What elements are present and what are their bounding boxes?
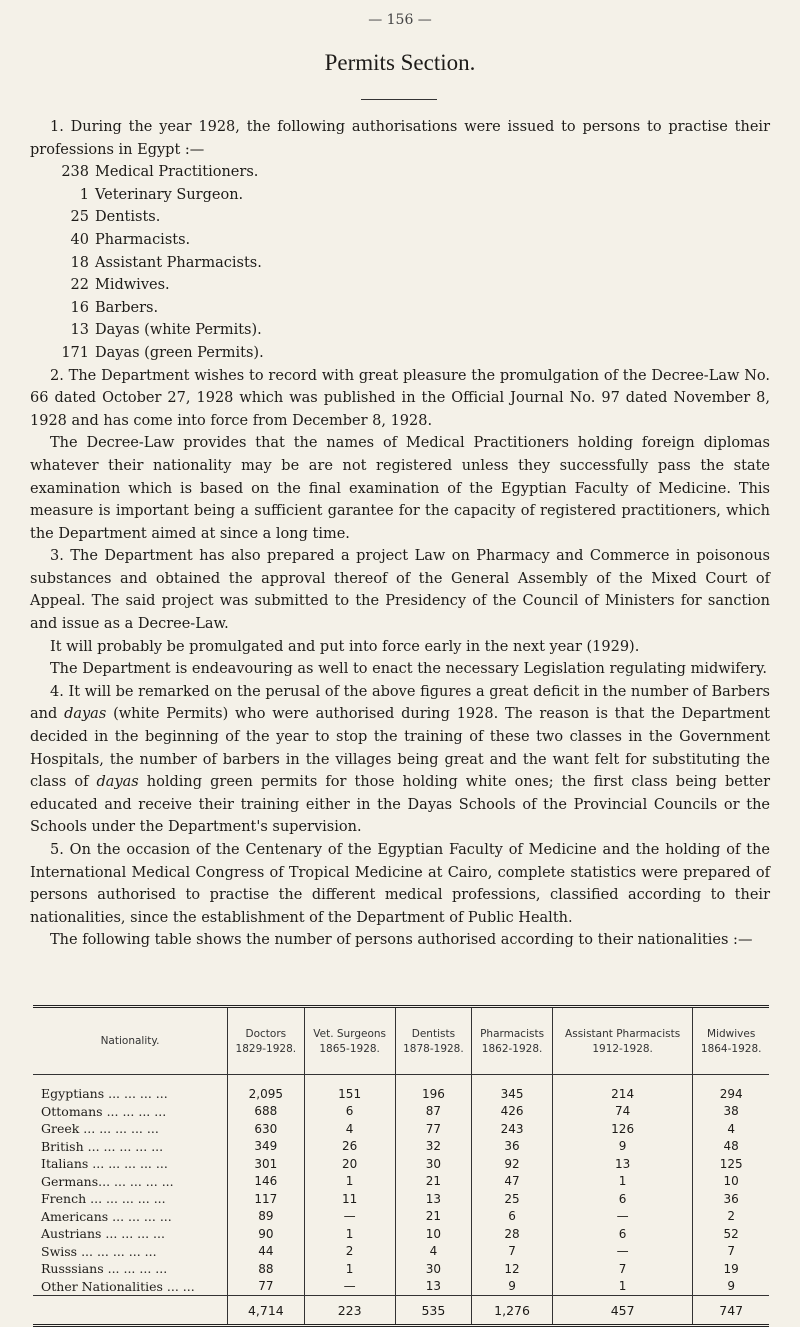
table-cell: 52 (693, 1225, 769, 1243)
table-cell: 21 (395, 1208, 472, 1226)
table-total-row (33, 1296, 769, 1326)
table-cell: 151 (304, 1085, 395, 1103)
permit-item (53, 319, 770, 342)
permit-count: 40 (70, 231, 89, 248)
table-cell: 19 (693, 1260, 769, 1278)
permit-label: Assistant Pharmacists. (95, 254, 262, 271)
table-cell: 146 (228, 1173, 305, 1191)
spacer-cell (552, 1075, 692, 1086)
table-cell: 9 (472, 1278, 553, 1296)
table-cell: 2 (304, 1243, 395, 1261)
permit-item (53, 342, 770, 365)
table-cell: 117 (228, 1190, 305, 1208)
table-cell: 13 (395, 1190, 472, 1208)
header-years: 1865-1928. (319, 1042, 380, 1055)
permit-count: 238 (61, 164, 89, 181)
table-cell: 90 (228, 1225, 305, 1243)
table-spacer-row (33, 1075, 769, 1086)
table-row (33, 1208, 769, 1226)
table-cell: 88 (228, 1260, 305, 1278)
table-cell: — (552, 1208, 692, 1226)
table-cell: Ottomans ... ... ... ... (41, 1103, 167, 1119)
spacer-cell (228, 1075, 305, 1086)
table-cell: 9 (552, 1138, 692, 1156)
header-years: 1829-1928. (235, 1042, 297, 1055)
permit-label: Dayas (green Permits). (95, 344, 264, 361)
total-cell: 1,276 (472, 1296, 553, 1326)
table-cell: 7 (693, 1243, 769, 1261)
table-cell: 1 (304, 1225, 395, 1243)
table-cell: 77 (395, 1120, 472, 1138)
table-cell: 11 (304, 1190, 395, 1208)
header-name: Dentists (411, 1027, 456, 1040)
permit-item (53, 184, 770, 207)
table-cell: 7 (552, 1260, 692, 1278)
table-cell: Germans... ... ... ... ... (41, 1173, 174, 1189)
total-cell: 747 (693, 1296, 769, 1326)
header-years: 1878-1928. (403, 1042, 464, 1055)
table-cell: 6 (304, 1103, 395, 1121)
table-header-cell (472, 1007, 553, 1075)
nationality-table (33, 1005, 769, 1327)
table-body (33, 1075, 769, 1326)
table-cell: 13 (395, 1278, 472, 1296)
permit-label: Barbers. (95, 299, 159, 316)
permit-label: Dayas (white Permits). (95, 322, 262, 339)
paragraph-3: 3. The Department has also prepared a project Law on Pharmacy and Commerce in poisonous substances and obtained the approval thereof of the General Assembly of the Mixed Court of Appeal. The said project was submitted to the Presidency of the Council of Ministers for sanction and issue as a Decree-Law. (30, 548, 770, 633)
table-cell: Americans ... ... ... ... (41, 1208, 172, 1224)
table-cell: 26 (304, 1138, 395, 1156)
table-cell: 1 (304, 1260, 395, 1278)
spacer-cell (693, 1075, 769, 1086)
header-name: Pharmacists (480, 1027, 545, 1040)
table-cell: — (552, 1243, 692, 1261)
table-header-cell (33, 1007, 228, 1075)
table-row (33, 1103, 769, 1121)
table-header-cell (552, 1007, 692, 1075)
table-cell: 10 (693, 1173, 769, 1191)
total-cell: 4,714 (228, 1296, 305, 1326)
table-cell: 12 (472, 1260, 553, 1278)
table-cell: 77 (228, 1278, 305, 1296)
table-row (33, 1155, 769, 1173)
title-rule (361, 99, 437, 100)
page-number: — 156 — (368, 12, 432, 28)
table-cell: Russsians ... ... ... ... (41, 1261, 168, 1277)
spacer-cell (33, 1075, 228, 1086)
table-cell: 20 (304, 1155, 395, 1173)
table-cell: — (304, 1208, 395, 1226)
paragraph-5b: The following table shows the number of persons authorised according to their nationalities :— (50, 932, 753, 949)
page-title: Permits Section. (324, 50, 476, 75)
table-cell: Greek ... ... ... ... ... (41, 1121, 159, 1137)
spacer-cell (395, 1075, 472, 1086)
table-cell: — (304, 1278, 395, 1296)
table-cell: 4 (395, 1243, 472, 1261)
table-cell: 1 (304, 1173, 395, 1191)
table-cell: 38 (693, 1103, 769, 1121)
table-cell: 426 (472, 1103, 553, 1121)
table-cell: 30 (395, 1155, 472, 1173)
table-cell: 4 (304, 1120, 395, 1138)
table-cell: 48 (693, 1138, 769, 1156)
permit-item (53, 206, 770, 229)
permit-item (53, 161, 770, 184)
table-cell: 44 (228, 1243, 305, 1261)
table-cell: 125 (693, 1155, 769, 1173)
paragraph-3c: The Department is endeavouring as well to enact the necessary Legislation regulating midwifery. (50, 661, 768, 678)
table-row (33, 1260, 769, 1278)
table-row (33, 1173, 769, 1191)
permits-list (30, 161, 770, 364)
table-cell: 7 (472, 1243, 553, 1261)
table-cell: 13 (552, 1155, 692, 1173)
table-cell: Swiss ... ... ... ... ... (41, 1243, 157, 1259)
header-name: Nationality. (100, 1035, 160, 1047)
table-cell: Other Nationalities ... ... (41, 1278, 195, 1294)
table-row (33, 1085, 769, 1103)
total-cell: 535 (395, 1296, 472, 1326)
table-row (33, 1120, 769, 1138)
paragraph-5: 5. On the occasion of the Centenary of the Egyptian Faculty of Medicine and the holding of the International Medical Congress of Tropical Medicine at Cairo, complete statistics were prepared of persons authorised to practise the different medical professions, classified according to their nationalities, since the establishment of the Department of Public Health. (30, 842, 770, 926)
permit-count: 13 (70, 322, 89, 339)
table-cell: 301 (228, 1155, 305, 1173)
table-cell: British ... ... ... ... ... (41, 1138, 164, 1154)
table-cell: 21 (395, 1173, 472, 1191)
table-cell: 6 (472, 1208, 553, 1226)
table-cell: 126 (552, 1120, 692, 1138)
paragraph-3b: It will probably be promulgated and put into force early in the next year (1929). (50, 638, 640, 655)
paragraph-1: 1. During the year 1928, the following authorisations were issued to persons to practise their professions in Egypt :— (30, 119, 770, 158)
spacer-cell (472, 1075, 553, 1086)
table-cell: French ... ... ... ... ... (41, 1191, 166, 1207)
header-name: Assistant Pharmacists (565, 1027, 681, 1040)
table-cell: 28 (472, 1225, 553, 1243)
table-cell: 74 (552, 1103, 692, 1121)
header-name: Vet. Surgeons (313, 1027, 386, 1040)
header-years: 1912-1928. (592, 1042, 653, 1055)
permit-count: 25 (70, 209, 89, 226)
permit-count: 18 (70, 254, 89, 271)
table-row (33, 1243, 769, 1261)
table-cell: Italians ... ... ... ... ... (41, 1156, 168, 1172)
p4-text-c: holding green permits for those holding white ones; the first class being better educated and receive their training either in the Dayas Schools of the Provincial Councils or the Schools under the Department's supervision. (30, 774, 770, 836)
header-name: Doctors (245, 1027, 287, 1040)
table-cell: 1 (552, 1173, 692, 1191)
permit-count: 16 (70, 299, 89, 316)
table-cell: 25 (472, 1190, 553, 1208)
table-cell: Egyptians ... ... ... ... (41, 1086, 168, 1102)
table-cell: 349 (228, 1138, 305, 1156)
table-row (33, 1190, 769, 1208)
body-text (30, 116, 770, 952)
table-cell: 10 (395, 1225, 472, 1243)
table-cell: 2 (693, 1208, 769, 1226)
table-cell: 294 (693, 1085, 769, 1103)
table-header-row (33, 1007, 769, 1075)
table-cell: 87 (395, 1103, 472, 1121)
table-row (33, 1225, 769, 1243)
p4-text-b: (white Permits) who were authorised during 1928. The reason is that the Department decided in the beginning of the year to stop the training of these two classes in the Government Hospitals, the number of barbers in the villages being great and the want felt for substituting the class of (30, 706, 771, 791)
table-cell: 47 (472, 1173, 553, 1191)
table-row (33, 1138, 769, 1156)
permit-label: Midwives. (95, 277, 170, 294)
table-cell: Austrians ... ... ... ... (41, 1226, 165, 1242)
paragraph-4 (30, 681, 770, 839)
table-cell: 89 (228, 1208, 305, 1226)
table-cell: 196 (395, 1085, 472, 1103)
table-cell: 36 (693, 1190, 769, 1208)
table-row (33, 1278, 769, 1296)
table-cell: 92 (472, 1155, 553, 1173)
table-cell: 6 (552, 1190, 692, 1208)
permit-item (53, 229, 770, 252)
table-cell: 1 (552, 1278, 692, 1296)
table-cell: 30 (395, 1260, 472, 1278)
header-years: 1864-1928. (700, 1042, 762, 1055)
spacer-cell (304, 1075, 395, 1086)
table-cell: 214 (552, 1085, 692, 1103)
p4-em-2: dayas (96, 774, 139, 791)
permit-item (53, 252, 770, 275)
p4-text-a: 4. It will be remarked on the perusal of the above figures a great deficit in the number of Barbers and (30, 683, 770, 723)
permit-count: 171 (61, 344, 89, 361)
total-cell (33, 1296, 228, 1326)
table-header-cell (395, 1007, 472, 1075)
permit-item (53, 274, 770, 297)
table-header-cell (228, 1007, 305, 1075)
table-cell: 9 (693, 1278, 769, 1296)
permit-count: 1 (79, 186, 89, 203)
table-header-cell (693, 1007, 769, 1075)
p4-em-1: dayas (64, 706, 107, 723)
table-cell: 36 (472, 1138, 553, 1156)
total-cell: 223 (304, 1296, 395, 1326)
paragraph-2b: The Decree-Law provides that the names of Medical Practitioners holding foreign diplomas whatever their nationality may be are not registered unless they successfully pass the state examination which is based on the final examination of the Egyptian Faculty of Medicine. This measure is important being a sufficient garantee for the capacity of registered practitioners, which the Department aimed at since a long time. (30, 435, 770, 542)
paragraph-2: 2. The Department wishes to record with great pleasure the promulgation of the Decree-Law No. 66 dated October 27, 1928 which was published in the Official Journal No. 97 dated November 8, 1928 and has come into force from December 8, 1928. (30, 367, 770, 429)
table-cell: 4 (693, 1120, 769, 1138)
permit-label: Pharmacists. (95, 231, 191, 248)
table-cell: 630 (228, 1120, 305, 1138)
table-cell: 6 (552, 1225, 692, 1243)
permit-label: Veterinary Surgeon. (95, 186, 244, 203)
permit-label: Medical Practitioners. (95, 164, 259, 181)
table-cell: 345 (472, 1085, 553, 1103)
table-header-cell (304, 1007, 395, 1075)
header-years: 1862-1928. (481, 1042, 543, 1055)
permit-count: 22 (70, 277, 89, 294)
header-name: Midwives (707, 1027, 756, 1040)
table-cell: 2,095 (228, 1085, 305, 1103)
table-cell: 32 (395, 1138, 472, 1156)
total-cell: 457 (552, 1296, 692, 1326)
table-cell: 243 (472, 1120, 553, 1138)
permit-item (53, 297, 770, 320)
permit-label: Dentists. (95, 209, 161, 226)
table-cell: 688 (228, 1103, 305, 1121)
